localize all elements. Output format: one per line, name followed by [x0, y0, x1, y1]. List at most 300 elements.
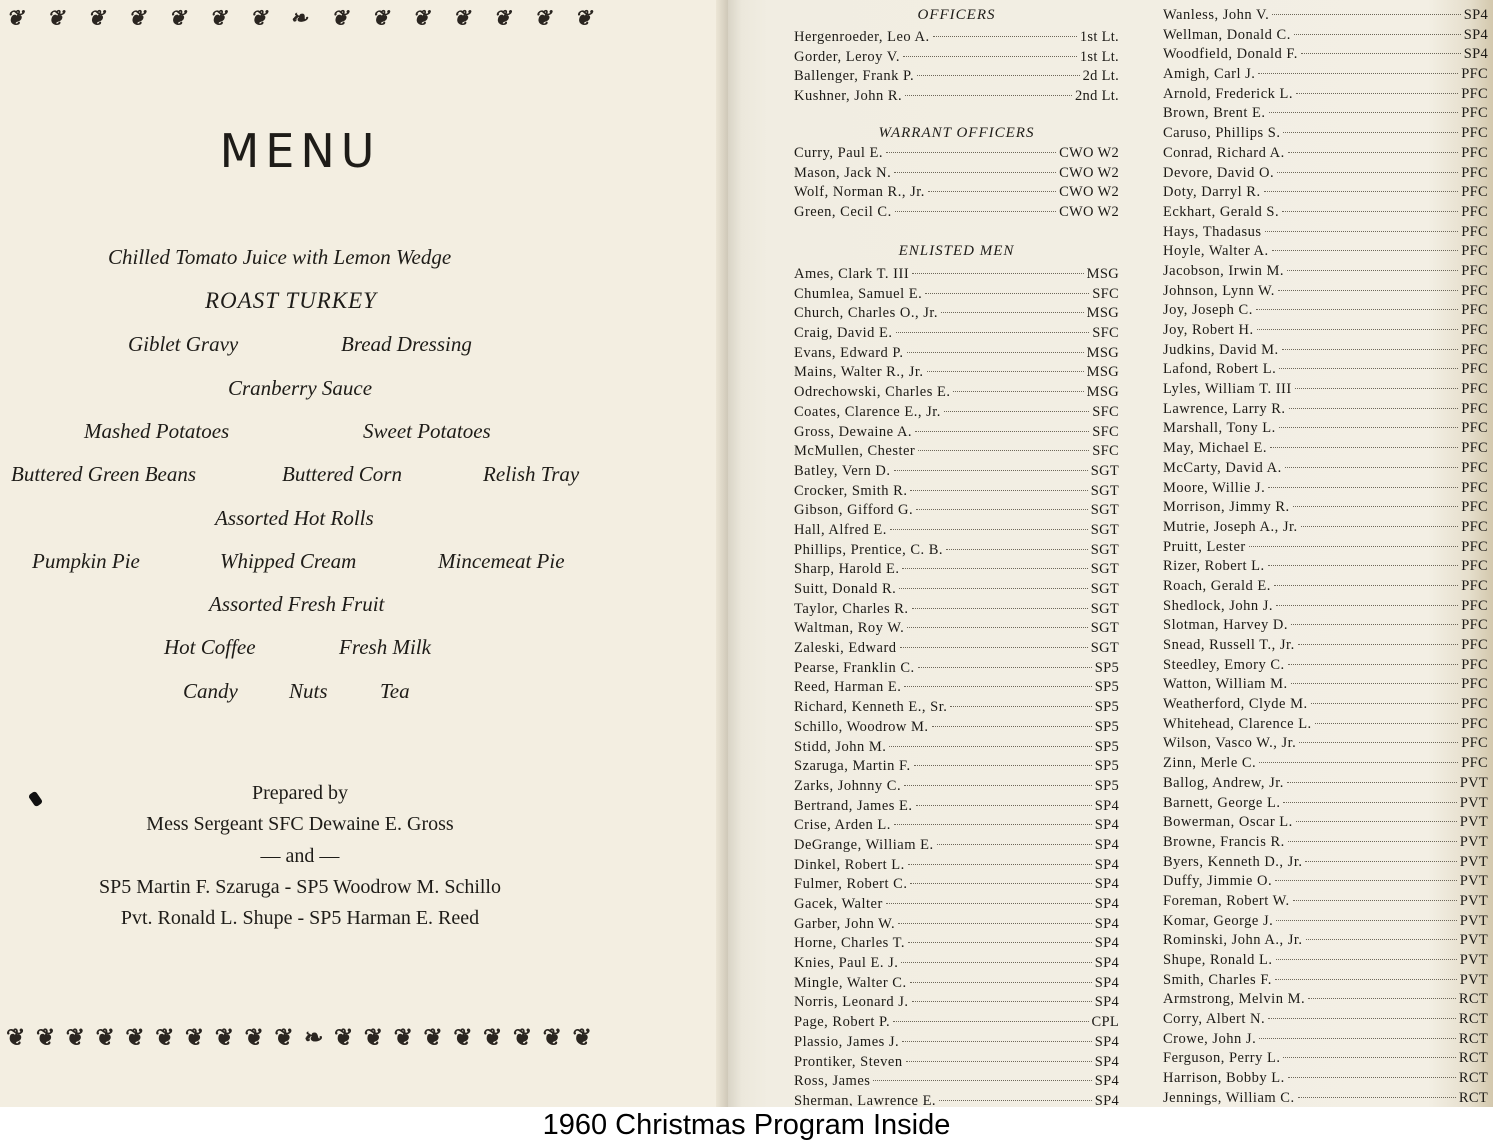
roster-name: Hays, Thadasus — [1163, 223, 1262, 240]
dish-roast-turkey: ROAST TURKEY — [205, 288, 377, 313]
roster-rank: SP4 — [1463, 26, 1488, 43]
roster-row — [794, 1093, 1119, 1106]
roster-row — [1163, 558, 1488, 578]
roster-name: Schillo, Woodrow M. — [794, 718, 929, 735]
roster-name: Jennings, William C. — [1163, 1089, 1295, 1106]
dot-leader — [899, 588, 1087, 589]
menu-page — [0, 0, 728, 1107]
roster-rank: MSG — [1086, 266, 1119, 282]
dish-buttered-corn: Buttered Corn — [282, 462, 402, 486]
roster-rank: PVT — [1459, 853, 1488, 870]
roster-rank: SP4 — [1463, 7, 1488, 23]
dot-leader — [1293, 900, 1457, 901]
roster-row — [1163, 991, 1488, 1011]
roster-rank: SP4 — [1094, 836, 1119, 853]
dot-leader — [907, 352, 1084, 353]
roster-row — [1163, 204, 1488, 224]
roster-rank: SP5 — [1094, 699, 1119, 716]
dot-leader — [900, 647, 1088, 648]
roster-row — [1163, 834, 1488, 854]
ornament-glyph: ❦ — [393, 1024, 413, 1051]
dot-leader — [1288, 152, 1459, 153]
roster-rank: SGT — [1090, 581, 1119, 597]
roster-row — [794, 561, 1119, 581]
roster-rank: PFC — [1461, 381, 1488, 398]
roster-row — [794, 542, 1119, 562]
roster-row — [794, 502, 1119, 522]
roster-row — [1163, 952, 1488, 972]
roster-row — [1163, 243, 1488, 263]
roster-name: Smith, Charles F. — [1163, 971, 1272, 988]
roster-row — [794, 29, 1119, 49]
roster-name: Gross, Dewaine A. — [794, 423, 913, 440]
officers-heading: OFFICERS — [917, 7, 996, 23]
roster-rank: PVT — [1459, 971, 1488, 988]
roster-rank: CWO W2 — [1059, 184, 1119, 201]
roster-row — [1163, 342, 1488, 362]
roster-row — [794, 266, 1119, 286]
dot-leader — [1279, 427, 1459, 428]
dot-leader — [914, 765, 1092, 766]
dot-leader — [901, 962, 1091, 963]
ornament-glyph: ❦ — [453, 1024, 473, 1051]
ornament-glyph: ❦ — [46, 5, 65, 30]
dish-candy: Candy — [183, 679, 238, 703]
dot-leader — [1249, 546, 1459, 547]
dish-giblet-gravy: Giblet Gravy — [128, 332, 239, 356]
dot-leader — [912, 608, 1088, 609]
roster-rank: 1st Lt. — [1079, 48, 1119, 65]
ornament-glyph: ❦ — [65, 1024, 85, 1051]
ornament-glyph: ❦ — [274, 1024, 294, 1051]
dot-leader — [1279, 368, 1458, 369]
ornament-glyph: ❦ — [184, 1024, 205, 1051]
dot-leader — [1293, 506, 1459, 507]
dot-leader — [1272, 250, 1459, 251]
dot-leader — [917, 75, 1079, 76]
ornament-glyph: ❦ — [572, 1024, 592, 1051]
enlisted-list-column-2 — [1163, 7, 1488, 1110]
dot-leader — [886, 903, 1092, 904]
dish-green-beans: Buttered Green Beans — [11, 462, 197, 486]
ornament-glyph: ❦ — [87, 5, 105, 30]
dot-leader — [906, 1061, 1092, 1062]
roster-row — [794, 286, 1119, 306]
dot-leader — [1287, 270, 1458, 271]
ornament-glyph: ❦ — [214, 1024, 234, 1051]
roster-rank: PVT — [1459, 912, 1488, 929]
roster-rank: PFC — [1461, 125, 1488, 142]
dot-leader — [1283, 132, 1458, 133]
dot-leader — [1288, 1077, 1456, 1078]
roster-rank: SGT — [1090, 600, 1119, 617]
roster-rank: PFC — [1461, 755, 1488, 772]
roster-row — [1163, 165, 1488, 185]
dot-leader — [902, 1041, 1092, 1042]
roster-name: Brown, Brent E. — [1163, 105, 1266, 122]
ornament-glyph: ❦ — [127, 5, 146, 30]
roster-name: Woodfield, Donald F. — [1163, 46, 1298, 63]
roster-name: Chumlea, Samuel E. — [794, 285, 923, 302]
dot-leader — [908, 942, 1092, 943]
roster-name: Komar, George J. — [1163, 912, 1274, 929]
roster-row — [1163, 637, 1488, 657]
roster-rank: SGT — [1090, 561, 1119, 578]
roster-row — [1163, 460, 1488, 480]
dot-leader — [946, 549, 1088, 550]
roster-name: Crise, Arden L. — [794, 817, 891, 834]
roster-row — [794, 837, 1119, 857]
roster-row — [1163, 401, 1488, 421]
roster-rank: SP4 — [1094, 994, 1119, 1011]
roster-row — [794, 896, 1119, 916]
dot-leader — [1311, 703, 1459, 704]
roster-name: Norris, Leonard J. — [794, 994, 909, 1011]
roster-name: Conrad, Richard A. — [1163, 144, 1285, 161]
dot-leader — [907, 627, 1087, 628]
roster-rank: PFC — [1461, 499, 1488, 516]
roster-row — [1163, 86, 1488, 106]
dish-fresh-fruit: Assorted Fresh Fruit — [209, 592, 385, 616]
dot-leader — [1283, 1057, 1455, 1058]
enlisted-list-column-1 — [794, 266, 1119, 1106]
roster-rank: SP4 — [1094, 856, 1119, 873]
roster-row — [794, 620, 1119, 640]
roster-row — [1163, 539, 1488, 559]
roster-name: Shupe, Ronald L. — [1163, 952, 1273, 968]
dot-leader — [904, 785, 1092, 786]
roster-row — [794, 601, 1119, 621]
roster-rank: SP4 — [1094, 1033, 1119, 1050]
roster-row — [794, 204, 1119, 224]
menu-title: MENU — [219, 124, 381, 178]
roster-name: Gacek, Walter — [794, 896, 883, 912]
ornament-glyph: ❦ — [6, 1024, 26, 1051]
roster-name: Odrechowski, Charles E. — [794, 384, 951, 401]
roster-rank: PVT — [1459, 794, 1488, 811]
roster-row — [1163, 46, 1488, 66]
roster-row — [794, 1014, 1119, 1034]
roster-row — [794, 798, 1119, 818]
roster-name: Byers, Kenneth D., Jr. — [1163, 853, 1303, 870]
roster-name: Ballenger, Frank P. — [794, 68, 915, 85]
dot-leader — [1268, 487, 1458, 488]
ornament-glyph: ❦ — [244, 1024, 264, 1051]
dot-leader — [1298, 1097, 1456, 1098]
roster-row — [794, 817, 1119, 837]
dot-leader — [1256, 309, 1458, 310]
roster-rank: SP4 — [1094, 935, 1119, 952]
roster-rank: SP4 — [1094, 1053, 1119, 1070]
dish-mashed-potatoes: Mashed Potatoes — [84, 419, 230, 443]
roster-row — [794, 640, 1119, 660]
roster-row — [794, 916, 1119, 936]
dot-leader — [939, 1100, 1092, 1101]
dot-leader — [1277, 172, 1458, 173]
ornament-glyph: ❦ — [249, 5, 268, 30]
roster-name: Sherman, Lawrence E. — [794, 1092, 937, 1106]
roster-name: Wolf, Norman R., Jr. — [794, 184, 925, 201]
roster-name: McMullen, Chester — [794, 443, 916, 460]
dot-leader — [915, 431, 1089, 432]
roster-rank: SP5 — [1094, 758, 1119, 775]
roster-name: Harrison, Bobby L. — [1163, 1070, 1285, 1087]
roster-row — [1163, 657, 1488, 677]
roster-row — [794, 424, 1119, 444]
roster-name: Dinkel, Robert L. — [794, 856, 905, 873]
roster-rank: SP4 — [1094, 1092, 1119, 1106]
roster-row — [1163, 755, 1488, 775]
roster-rank: SGT — [1090, 640, 1119, 657]
roster-name: Church, Charles O., Jr. — [794, 305, 938, 322]
dot-leader — [1278, 290, 1458, 291]
roster-rank: RCT — [1458, 1089, 1488, 1106]
dot-leader — [1282, 349, 1459, 350]
roster-rank: SFC — [1092, 285, 1119, 302]
dot-leader — [894, 824, 1092, 825]
prepared-by-cooks-2: Pvt. Ronald L. Shupe - SP5 Harman E. Reed — [120, 907, 480, 929]
roster-rank: SFC — [1092, 403, 1119, 420]
roster-name: Hall, Alfred E. — [794, 521, 887, 538]
roster-row — [1163, 873, 1488, 893]
roster-name: Curry, Paul E. — [794, 145, 884, 161]
roster-rank: SFC — [1092, 443, 1119, 460]
dish-hot-rolls: Assorted Hot Rolls — [215, 506, 374, 530]
roster-name: Devore, David O. — [1163, 164, 1275, 181]
dot-leader — [1291, 683, 1459, 684]
prepared-by-cooks-1: SP5 Martin F. Szaruga - SP5 Woodrow M. Schillo — [99, 876, 501, 898]
dot-leader — [1301, 53, 1461, 54]
warrant-officers-list — [794, 145, 1119, 224]
roster-rank: PFC — [1461, 243, 1488, 260]
roster-name: Crowe, John J. — [1163, 1030, 1257, 1047]
roster-name: Amigh, Carl J. — [1163, 66, 1256, 83]
ornament-glyph: ❦ — [363, 1024, 384, 1051]
enlisted-men-heading: ENLISTED MEN — [898, 243, 1015, 259]
dot-leader — [1305, 861, 1456, 862]
roster-name: Duffy, Jimmie O. — [1163, 873, 1273, 890]
dot-leader — [1288, 841, 1457, 842]
dish-fresh-milk: Fresh Milk — [339, 635, 431, 659]
roster-name: Browne, Francis R. — [1163, 833, 1285, 850]
roster-row — [794, 1034, 1119, 1054]
roster-name: Slotman, Harvey D. — [1163, 617, 1288, 634]
roster-rank: CWO W2 — [1059, 145, 1119, 161]
roster-rank: SP4 — [1094, 974, 1119, 991]
roster-rank: PFC — [1461, 617, 1488, 634]
dot-leader — [1264, 191, 1459, 192]
dish-mincemeat-pie: Mincemeat Pie — [438, 549, 565, 573]
ornament-glyph: ❦ — [35, 1024, 56, 1051]
roster-row — [794, 384, 1119, 404]
roster-rank: CWO W2 — [1059, 204, 1119, 221]
roster-row — [1163, 735, 1488, 755]
roster-row — [1163, 125, 1488, 145]
roster-rank: PFC — [1461, 66, 1488, 83]
ornament-glyph: ❦ — [6, 5, 24, 30]
roster-name: Joy, Robert H. — [1163, 322, 1254, 338]
roster-row — [1163, 499, 1488, 519]
dot-leader — [953, 391, 1083, 392]
dot-leader — [908, 864, 1092, 865]
roster-name: Barnett, George L. — [1163, 794, 1281, 811]
dot-leader — [1296, 821, 1457, 822]
roster-name: Jacobson, Irwin M. — [1163, 262, 1284, 279]
dot-leader — [1259, 762, 1458, 763]
roster-rank: SGT — [1090, 620, 1119, 637]
roster-row — [1163, 795, 1488, 815]
roster-name: Kushner, John R. — [794, 88, 903, 105]
dot-leader — [910, 883, 1091, 884]
roster-row — [794, 145, 1119, 165]
roster-rank: SP4 — [1094, 915, 1119, 932]
roster-name: Zinn, Merle C. — [1163, 755, 1257, 772]
roster-name: Craig, David E. — [794, 325, 893, 342]
roster-row — [1163, 696, 1488, 716]
roster-name: Steedley, Emory C. — [1163, 656, 1285, 673]
roster-name: Crocker, Smith R. — [794, 482, 908, 499]
roster-rank: PFC — [1461, 203, 1488, 220]
roster-row — [1163, 1050, 1488, 1070]
dot-leader — [1289, 408, 1459, 409]
dot-leader — [894, 470, 1088, 471]
roster-name: McCarty, David A. — [1163, 459, 1282, 476]
roster-rank: SP5 — [1094, 659, 1119, 676]
roster-name: Mason, Jack N. — [794, 164, 892, 181]
roster-name: Ballog, Andrew, Jr. — [1163, 774, 1284, 791]
dot-leader — [1296, 93, 1458, 94]
ornament-glyph: ❦ — [95, 1024, 115, 1051]
roster-rank: PFC — [1461, 262, 1488, 279]
dot-leader — [933, 36, 1077, 37]
roster-row — [794, 68, 1119, 88]
dot-leader — [894, 172, 1056, 173]
roster-name: Hoyle, Walter A. — [1163, 243, 1269, 260]
roster-name: Ames, Clark T. III — [794, 266, 910, 282]
roster-rank: PVT — [1459, 814, 1488, 831]
roster-row — [1163, 224, 1488, 244]
roster-row — [794, 522, 1119, 542]
roster-row — [794, 975, 1119, 995]
roster-name: Marshall, Tony L. — [1163, 420, 1276, 437]
ornament-glyph: ❦ — [533, 5, 552, 30]
roster-name: Lyles, William T. III — [1163, 381, 1292, 398]
roster-rank: CWO W2 — [1059, 164, 1119, 181]
roster-row — [794, 660, 1119, 680]
roster-row — [1163, 361, 1488, 381]
roster-rank: MSG — [1086, 344, 1119, 361]
roster-row — [794, 935, 1119, 955]
roster-name: Knies, Paul E. J. — [794, 955, 899, 972]
dot-leader — [905, 95, 1072, 96]
roster-rank: MSG — [1086, 364, 1119, 381]
roster-name: Stidd, John M. — [794, 738, 887, 755]
roster-row — [794, 165, 1119, 185]
roster-row — [794, 88, 1119, 108]
roster-name: Whitehead, Clarence L. — [1163, 715, 1312, 732]
ornament-glyph: ❦ — [574, 5, 592, 30]
dot-leader — [932, 726, 1092, 727]
roster-row — [1163, 1070, 1488, 1090]
dot-leader — [927, 371, 1084, 372]
roster-name: Green, Cecil C. — [794, 204, 892, 221]
roster-name: Wellman, Donald C. — [1163, 26, 1291, 43]
dot-leader — [1295, 388, 1459, 389]
dot-leader — [902, 568, 1087, 569]
roster-row — [794, 305, 1119, 325]
ornament-glyph: ❦ — [208, 5, 227, 30]
ornament-glyph: ❦ — [423, 1024, 443, 1051]
roster-name: Plassio, James J. — [794, 1033, 900, 1050]
dot-leader — [1272, 14, 1461, 15]
ornament-glyph: ❦ — [483, 1024, 503, 1051]
roster-name: Reed, Harman E. — [794, 679, 902, 696]
roster-row — [1163, 893, 1488, 913]
dot-leader — [918, 667, 1092, 668]
dot-leader — [1257, 329, 1459, 330]
roster-rank: RCT — [1458, 991, 1488, 1008]
roster-row — [1163, 302, 1488, 322]
dot-leader — [916, 805, 1092, 806]
ornament-glyph: ❦ — [333, 1024, 354, 1051]
roster-rank: PFC — [1461, 164, 1488, 181]
dish-whipped-cream: Whipped Cream — [220, 549, 357, 573]
roster-row — [1163, 519, 1488, 539]
dot-leader — [898, 923, 1092, 924]
roster-name: Evans, Edward P. — [794, 344, 904, 361]
roster-rank: PVT — [1459, 892, 1488, 909]
dot-leader — [918, 450, 1089, 451]
roster-name: Wanless, John V. — [1163, 7, 1270, 23]
dot-leader — [1308, 998, 1456, 999]
roster-rank: SP4 — [1094, 797, 1119, 814]
roster-row — [794, 345, 1119, 365]
roster-rank: RCT — [1458, 1011, 1488, 1028]
ornament-glyph: ❦ — [542, 1024, 562, 1051]
dot-leader — [1294, 34, 1461, 35]
roster-row — [1163, 440, 1488, 460]
roster-rank: SP4 — [1094, 896, 1119, 912]
roster-rank: RCT — [1458, 1050, 1488, 1067]
roster-name: Prontiker, Steven — [794, 1053, 903, 1070]
roster-rank: PFC — [1461, 676, 1488, 693]
roster-rank: PFC — [1461, 440, 1488, 457]
dot-leader — [893, 1021, 1088, 1022]
roster-rank: PFC — [1461, 479, 1488, 496]
roster-row — [794, 184, 1119, 204]
dot-leader — [889, 746, 1091, 747]
ornament-border-top — [6, 6, 592, 30]
roster-rank: PVT — [1459, 833, 1488, 850]
roster-row — [1163, 184, 1488, 204]
dot-leader — [895, 211, 1056, 212]
dot-leader — [916, 509, 1088, 510]
roster-rank: SP4 — [1463, 46, 1488, 63]
roster-row — [1163, 972, 1488, 992]
dot-leader — [1275, 880, 1457, 881]
roster-name: Morrison, Jimmy R. — [1163, 499, 1290, 516]
roster-name: Bowerman, Oscar L. — [1163, 814, 1293, 831]
roster-name: Page, Robert P. — [794, 1014, 891, 1031]
roster-rank: PVT — [1459, 932, 1488, 949]
ornament-glyph: ❦ — [155, 1024, 175, 1051]
roster-rank: SFC — [1092, 325, 1119, 342]
roster-name: Taylor, Charles R. — [794, 600, 909, 617]
roster-row — [794, 758, 1119, 778]
roster-row — [794, 876, 1119, 896]
ornament-glyph: ❦ — [411, 5, 430, 30]
roster-row — [794, 955, 1119, 975]
